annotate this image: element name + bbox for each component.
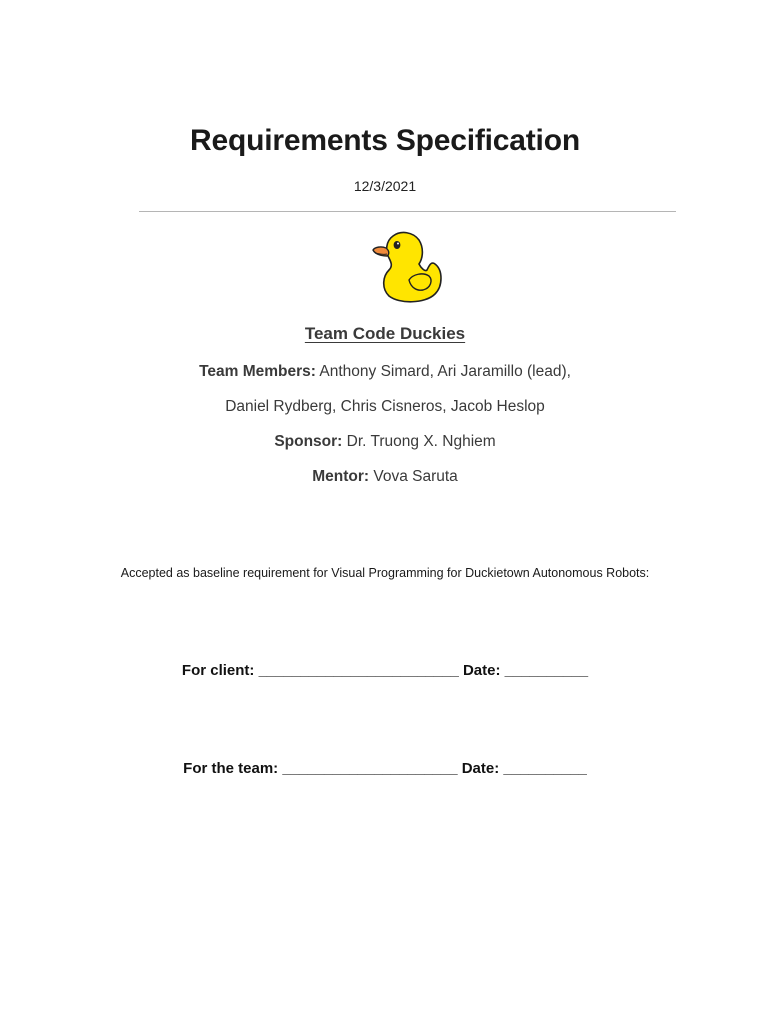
sponsor-line <box>0 433 770 451</box>
acceptance-statement: Accepted as baseline requirement for Visual Programming for Duckietown Autonomous Robots: <box>120 566 650 580</box>
team-members-label: Team Members: <box>199 363 316 380</box>
horizontal-divider <box>139 211 676 212</box>
document-date: 12/3/2021 <box>353 178 417 194</box>
team-name: Team Code Duckies <box>304 324 466 343</box>
mentor-label: Mentor: <box>312 468 370 485</box>
team-members-line <box>0 363 770 381</box>
sponsor-label: Sponsor: <box>274 433 343 450</box>
rubber-duck-icon <box>369 226 445 304</box>
mentor-value: Vova Saruta <box>369 468 458 485</box>
client-signature-line: For client: ________________________ Date: __________ <box>181 662 589 679</box>
document-title: Requirements Specification <box>190 124 580 157</box>
team-signature-line: For the team: _____________________ Date: __________ <box>183 760 587 777</box>
sponsor-value: Dr. Truong X. Nghiem <box>342 433 496 450</box>
team-members-continued: Daniel Rydberg, Chris Cisneros, Jacob Heslop <box>225 398 545 415</box>
team-members-value: Anthony Simard, Ari Jaramillo (lead), <box>315 363 571 380</box>
mentor-line <box>0 468 770 486</box>
